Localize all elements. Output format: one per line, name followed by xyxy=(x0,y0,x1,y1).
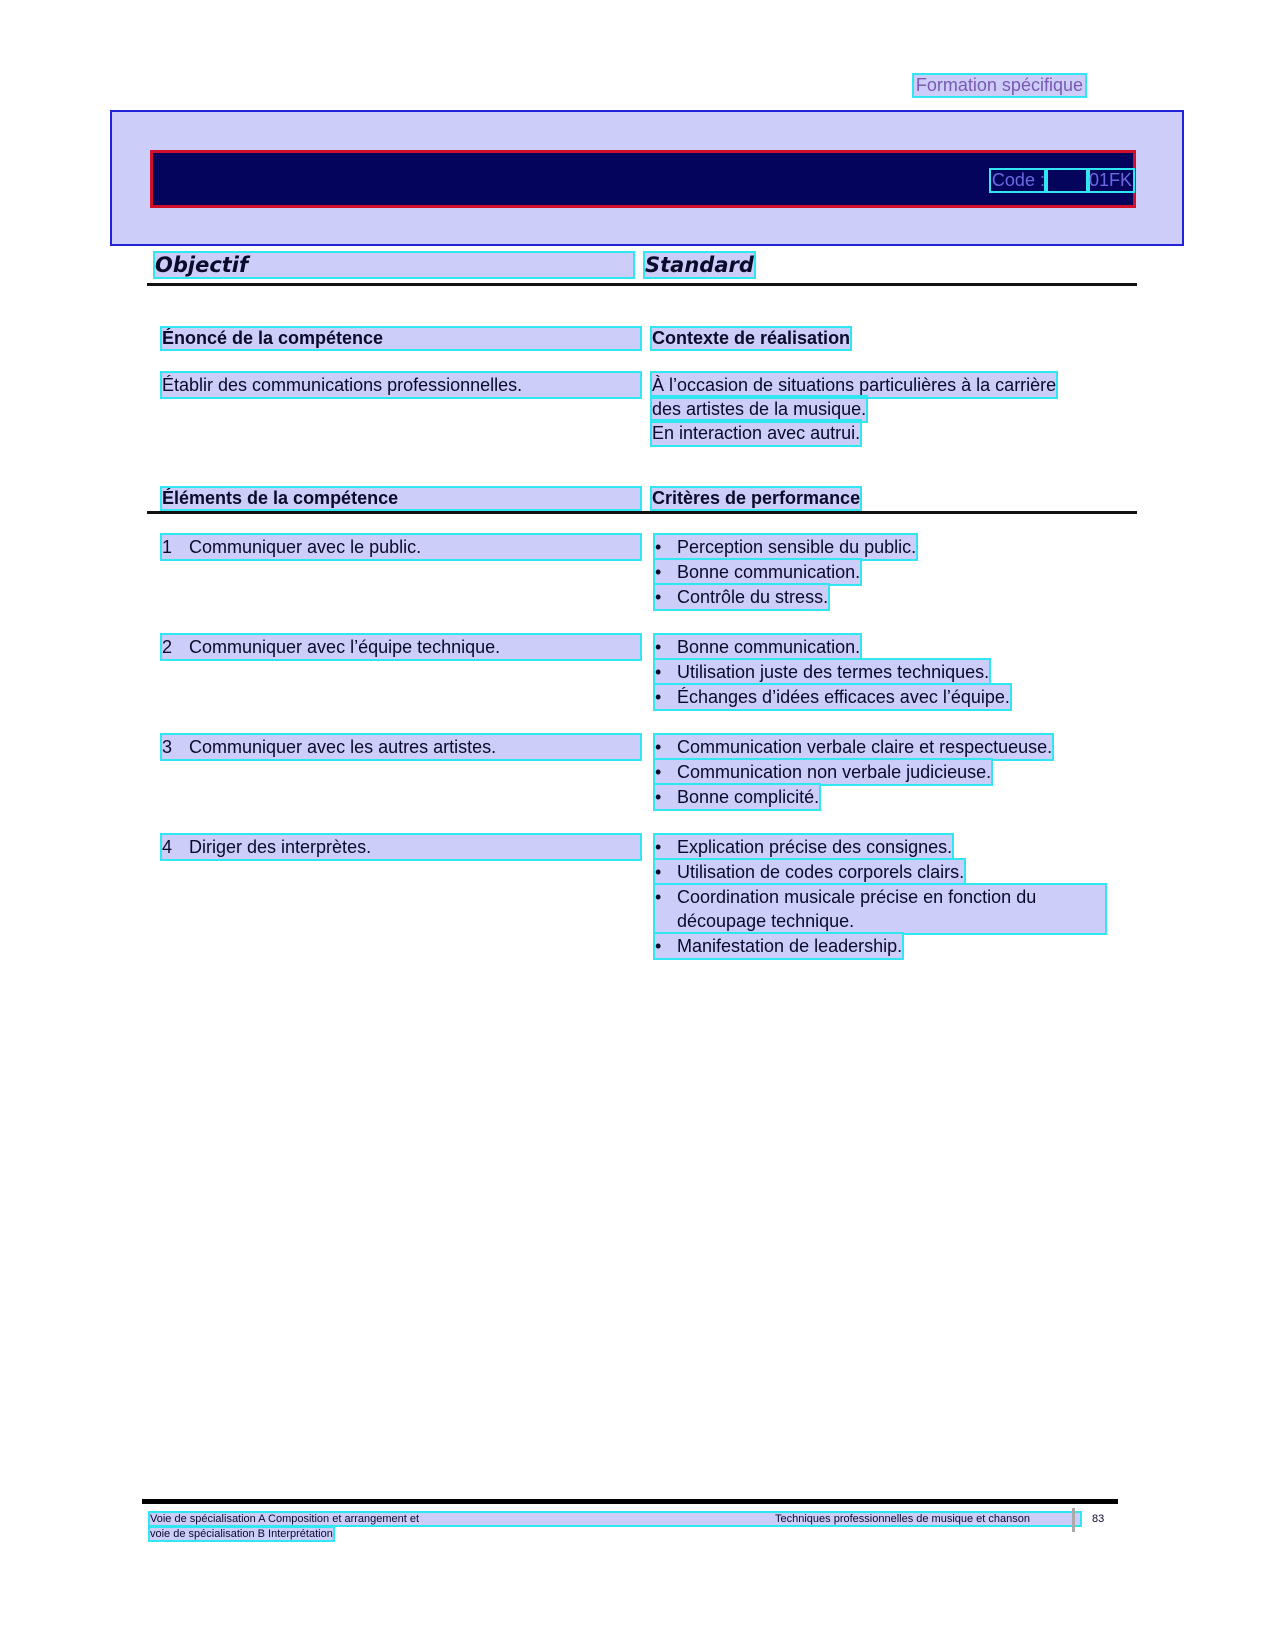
enonce-text: Établir des communications professionnelles. xyxy=(162,373,640,397)
criterion: • Contrôle du stress. xyxy=(655,585,828,609)
element-row xyxy=(162,535,640,559)
criterion: • Bonne communication. xyxy=(655,560,860,584)
footer-left-line1: Voie de spécialisation A Composition et arrangement et xyxy=(150,1513,420,1525)
criterion: • Manifestation de leadership. xyxy=(655,934,902,958)
criterion: • Utilisation juste des termes techniques. xyxy=(655,660,989,684)
elements-rule xyxy=(147,511,1137,514)
criterion: • Bonne complicité. xyxy=(655,785,819,809)
enonce-label: Énoncé de la compétence xyxy=(162,328,640,349)
element-row xyxy=(162,835,640,859)
element-row xyxy=(162,635,640,659)
criteres-label: Critères de performance xyxy=(652,488,861,508)
element-number: 3 xyxy=(162,737,173,757)
competency-code xyxy=(991,170,1133,191)
element-number: 4 xyxy=(162,837,173,857)
footer-divider xyxy=(1072,1508,1075,1532)
criteria-list xyxy=(655,835,1105,959)
criteria-list xyxy=(655,735,1052,810)
footer-left-line2: voie de spécialisation B Interprétation xyxy=(150,1528,333,1540)
element-number: 2 xyxy=(162,637,173,657)
element-text: Communiquer avec le public. xyxy=(189,537,422,557)
contexte-label: Contexte de réalisation xyxy=(652,328,851,348)
footer-rule xyxy=(142,1499,1118,1504)
criterion: • Coordination musicale précise en fonction du découpage technique. xyxy=(655,885,1105,933)
page-number: 83 xyxy=(1092,1513,1105,1525)
contexte-text xyxy=(652,373,1056,445)
code-spacer xyxy=(1046,170,1088,191)
competency-banner-bar xyxy=(150,150,1136,208)
code-label: Code : xyxy=(991,170,1045,190)
criterion: • Explication précise des consignes. xyxy=(655,835,952,859)
contexte-line: À l’occasion de situations particulières à la carrière xyxy=(652,375,1057,395)
contexte-line: des artistes de la musique. xyxy=(652,399,867,419)
element-number: 1 xyxy=(162,537,173,557)
element-text: Communiquer avec l’équipe technique. xyxy=(189,637,501,657)
element-row xyxy=(162,735,640,759)
element-text: Diriger des interprètes. xyxy=(189,837,372,857)
objectif-heading: Objectif xyxy=(155,253,633,277)
standard-heading: Standard xyxy=(645,253,754,277)
criterion: • Perception sensible du public. xyxy=(655,535,916,559)
criteria-list xyxy=(655,535,916,610)
heading-rule xyxy=(147,283,1137,286)
section-header: Formation spécifique xyxy=(915,75,1083,95)
criterion: • Communication verbale claire et respectueuse. xyxy=(655,735,1052,759)
criterion: • Communication non verbale judicieuse. xyxy=(655,760,991,784)
footer-title: Techniques professionnelles de musique et chanson xyxy=(775,1513,1030,1525)
code-value: 01FK xyxy=(1088,170,1132,190)
contexte-line: En interaction avec autrui. xyxy=(652,423,861,443)
criterion: • Échanges d’idées efficaces avec l’équipe. xyxy=(655,685,1010,709)
criterion: • Utilisation de codes corporels clairs. xyxy=(655,860,964,884)
element-text: Communiquer avec les autres artistes. xyxy=(189,737,497,757)
criterion: • Bonne communication. xyxy=(655,635,860,659)
criteria-list xyxy=(655,635,1010,710)
elements-label: Éléments de la compétence xyxy=(162,488,640,509)
